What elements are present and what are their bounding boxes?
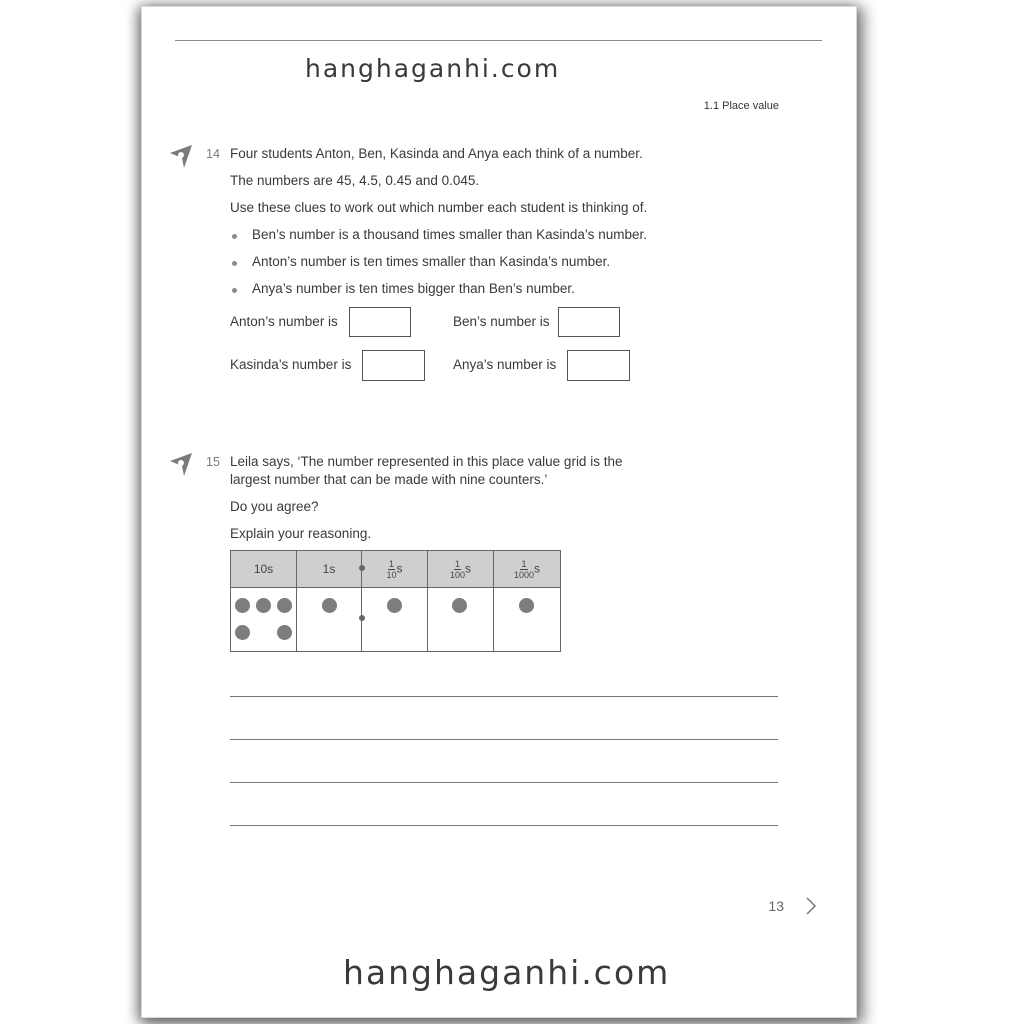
watermark-bottom: hanghaganhi.com bbox=[343, 953, 671, 992]
suffix: s bbox=[534, 561, 541, 576]
numerator: 1 bbox=[388, 558, 394, 569]
anton-label: Anton’s number is bbox=[230, 314, 338, 329]
challenge-arrow-icon bbox=[168, 143, 194, 169]
section-label: 1.1 Place value bbox=[703, 100, 779, 112]
question-14-instruction: Use these clues to work out which number each student is thinking of. bbox=[230, 200, 648, 215]
cell-tens bbox=[231, 588, 297, 652]
answer-line-2[interactable] bbox=[230, 739, 778, 740]
anya-answer-box[interactable] bbox=[567, 350, 630, 381]
header-rule bbox=[175, 40, 822, 41]
kasinda-answer-box[interactable] bbox=[362, 350, 425, 381]
cell-hundredths bbox=[428, 588, 494, 652]
workbook-page bbox=[142, 7, 856, 1017]
numerator: 1 bbox=[521, 558, 527, 569]
counter bbox=[277, 598, 292, 613]
fraction bbox=[386, 559, 396, 580]
cell-tenths bbox=[362, 588, 428, 652]
header-ones bbox=[297, 551, 362, 588]
header-label: 1s bbox=[322, 562, 336, 576]
counter bbox=[277, 625, 292, 640]
question-15-prompt-explain: Explain your reasoning. bbox=[230, 526, 372, 541]
chevron-right-icon[interactable] bbox=[804, 896, 818, 916]
counter bbox=[256, 598, 271, 613]
fraction bbox=[514, 559, 534, 580]
bullet bbox=[232, 234, 237, 239]
header-tens bbox=[231, 551, 297, 588]
watermark-top: hanghaganhi.com bbox=[305, 54, 561, 83]
question-15-prompt-agree: Do you agree? bbox=[230, 499, 319, 514]
counter bbox=[387, 598, 402, 613]
suffix: s bbox=[465, 561, 472, 576]
clue-2: Anton’s number is ten times smaller than Kasinda’s number. bbox=[252, 254, 611, 269]
counter bbox=[235, 625, 250, 640]
challenge-arrow-icon bbox=[168, 451, 194, 477]
answer-line-1[interactable] bbox=[230, 696, 778, 697]
bullet bbox=[232, 288, 237, 293]
page-number: 13 bbox=[768, 898, 784, 914]
question-15-statement-line1: Leila says, ‘The number represented in this place value grid is the bbox=[230, 454, 623, 469]
denominator: 10 bbox=[386, 569, 397, 580]
place-value-grid bbox=[230, 550, 561, 652]
answer-line-4[interactable] bbox=[230, 825, 778, 826]
fraction bbox=[450, 559, 465, 580]
header-hundredths bbox=[428, 551, 494, 588]
cell-thousandths bbox=[494, 588, 561, 652]
clue-1: Ben’s number is a thousand times smaller than Kasinda’s number. bbox=[252, 227, 647, 242]
anton-answer-box[interactable] bbox=[349, 307, 411, 337]
numerator: 1 bbox=[454, 558, 460, 569]
header-label: 10s bbox=[253, 562, 274, 576]
header-thousandths bbox=[494, 551, 561, 588]
bullet bbox=[232, 261, 237, 266]
counter bbox=[519, 598, 534, 613]
question-15-statement-line2: largest number that can be made with nine counters.’ bbox=[230, 472, 548, 487]
decimal-point bbox=[359, 565, 365, 571]
header-tenths bbox=[362, 551, 428, 588]
question-14-number: 14 bbox=[206, 147, 220, 161]
denominator: 1000 bbox=[513, 569, 535, 580]
anya-label: Anya’s number is bbox=[453, 357, 557, 372]
suffix: s bbox=[396, 561, 403, 576]
ben-answer-box[interactable] bbox=[558, 307, 620, 337]
question-14-numbers: The numbers are 45, 4.5, 0.45 and 0.045. bbox=[230, 173, 480, 188]
counter bbox=[452, 598, 467, 613]
ben-label: Ben’s number is bbox=[453, 314, 550, 329]
counter bbox=[322, 598, 337, 613]
kasinda-label: Kasinda’s number is bbox=[230, 357, 352, 372]
clue-3: Anya’s number is ten times bigger than Ben’s number. bbox=[252, 281, 575, 296]
cell-ones bbox=[297, 588, 362, 652]
counter bbox=[235, 598, 250, 613]
denominator: 100 bbox=[449, 569, 466, 580]
question-14-intro: Four students Anton, Ben, Kasinda and Anya each think of a number. bbox=[230, 146, 643, 161]
answer-line-3[interactable] bbox=[230, 782, 778, 783]
question-15-number: 15 bbox=[206, 455, 220, 469]
